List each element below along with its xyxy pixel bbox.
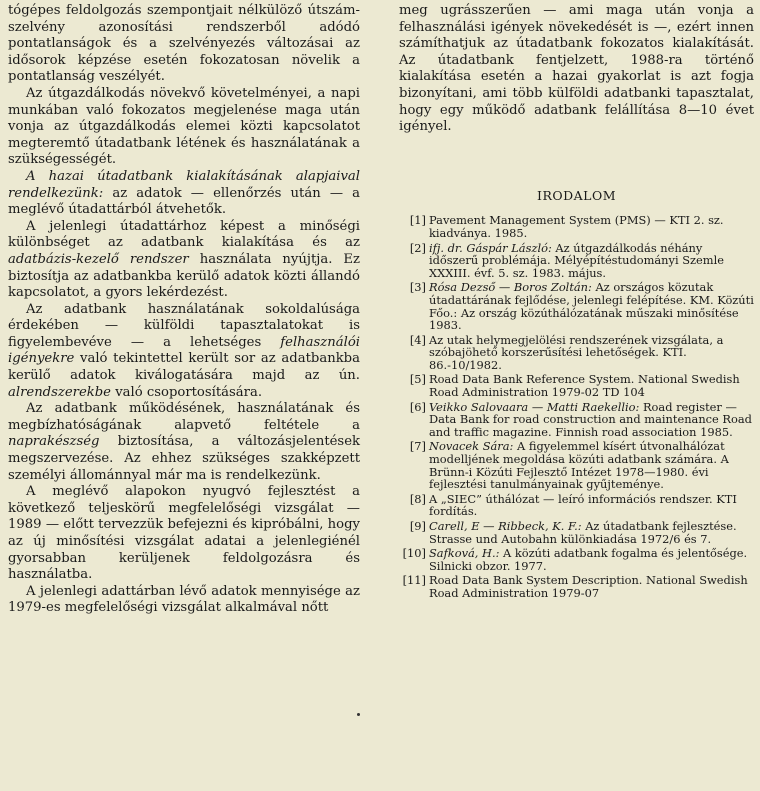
left-column bbox=[8, 3, 360, 617]
text-run: való tekintettel került sor az adatbankba kerülő adatok kiválogatására majd az ún. bbox=[8, 351, 360, 384]
right-intro-paragraph: meg ugrásszerűen — ami maga után vonja a felhasználási igények növekedését is —, ezért innen számíthatjuk az útadatbank fokozatos kialakítását. Az útadatbank fentjelzett, 1988-ra történő kialakítása esetén a hazai gyakorlat is azt fogja bizonyítani, ami több külföldi adatbanki tapasztalat, hogy egy működő adatbank felállítása 8—10 évet igényel. bbox=[399, 3, 754, 135]
body-paragraph bbox=[8, 169, 360, 219]
text-run: Az adatbank működésének, használatának és megbízhatóságának alapvető feltétele a bbox=[8, 401, 360, 433]
text-run: Road Data Bank System Description. National Swedish Road Administration 1979-07 bbox=[429, 573, 748, 600]
right-column bbox=[399, 3, 754, 602]
reference-text bbox=[429, 574, 754, 599]
reference-number: [8] bbox=[409, 491, 426, 506]
text-run: Az adatbank használatának sokoldalúsága érdekében — külföldi tapasztalatokat is figyelembevéve — a lehetséges bbox=[8, 301, 360, 350]
text-run: Az útgazdálkodás növekvő követelményei, a napi munkában való fokozatos megjelenése maga után vonja az útgazdálkodás elemei közti kapcsolatot megteremtő útadatbank létének és használatának a szükségességét. bbox=[8, 85, 360, 168]
text-run: Az utak helymegjelölési rendszerének vizsgálata, a szóbajöhető korszerűsítési lehetőségek. KTI. 86.-10/1982. bbox=[429, 332, 724, 372]
text-run: Az útgazdálkodás néhány időszerű problémája. Mélyépítéstudományi Szemle XXXIII. évf. 5. sz. 1983. május. bbox=[429, 240, 724, 280]
reference-item bbox=[399, 574, 754, 599]
reference-item bbox=[399, 520, 754, 545]
reference-number: [6] bbox=[409, 399, 426, 414]
body-paragraph bbox=[8, 484, 360, 584]
body-paragraph bbox=[8, 584, 360, 617]
text-run: A jelenlegi útadattárhoz képest a minőségi különbséget az adatbank kialakítása és az bbox=[8, 218, 360, 251]
reference-item bbox=[399, 214, 754, 239]
body-paragraph bbox=[8, 302, 360, 402]
reference-text bbox=[429, 520, 754, 545]
text-run: A „SIEC” úthálózat — leíró információs rendszer. KTI fordítás. bbox=[429, 491, 737, 519]
text-run: való csoportosítására. bbox=[111, 384, 263, 400]
reference-text bbox=[429, 242, 754, 280]
italic-text: Safková, H.: bbox=[429, 546, 500, 561]
italic-text: felhasználói igényekre bbox=[8, 334, 360, 367]
text-run: Az országos közutak útadattárának fejlődése, jelenlegi felépítése. KM. Közúti Főo.: Az ország közúthálózatának műszaki minősítése 1983. bbox=[429, 280, 754, 333]
page-mark bbox=[357, 713, 360, 716]
text-run: tógépes feldolgozás szempontjait nélkülöző útszám-szelvény azonosítási rendszerből adódó pontatlanságok és a szelvényezés változásai az idősorok képzése esetén fokozatosan növelik a pontatlanság veszélyét. bbox=[8, 3, 360, 85]
reference-number: [1] bbox=[409, 213, 426, 228]
italic-text: Veikko Salovaara — Matti Raekellio: bbox=[429, 399, 640, 414]
body-paragraph bbox=[8, 86, 360, 169]
text-run: A figyelemmel kísért útvonalhálózat modelljének megoldása közúti adatbank számára. A Brünn-i Közúti Fejlesztő Intézet 1978—1980. évi fejlesztési tanulmányainak gyűjteménye. bbox=[429, 439, 729, 492]
body-paragraph bbox=[8, 219, 360, 302]
references-list bbox=[399, 214, 754, 599]
reference-number: [10] bbox=[402, 546, 426, 561]
reference-item bbox=[399, 373, 754, 398]
reference-text bbox=[429, 493, 754, 518]
text-run: Road register — Data Bank for road construction and maintenance Road and traffic magazine. Finnish road association 1985. bbox=[429, 399, 752, 439]
reference-item bbox=[399, 281, 754, 331]
reference-text bbox=[429, 334, 754, 372]
text-run: A közúti adatbank fogalma és jelentősége. Silnicki obzor. 1977. bbox=[429, 546, 748, 573]
reference-text bbox=[429, 373, 754, 398]
reference-text bbox=[429, 401, 754, 439]
reference-item bbox=[399, 401, 754, 439]
reference-number: [3] bbox=[409, 280, 426, 295]
reference-text bbox=[429, 440, 754, 490]
reference-item bbox=[399, 493, 754, 518]
reference-number: [9] bbox=[409, 519, 426, 533]
text-run: A jelenlegi adattárban lévő adatok mennyisége az 1979-es megfelelőségi vizsgálat alkalmával nőtt bbox=[8, 583, 360, 616]
reference-item bbox=[399, 242, 754, 280]
reference-number: [4] bbox=[409, 332, 426, 347]
reference-number: [5] bbox=[409, 372, 426, 387]
reference-number: [2] bbox=[409, 240, 426, 255]
text-run: használata nyújtja. Ez biztosítja az adatbankba kerülő adatok közti állandó kapcsolatot, a gyors lekérdezést. bbox=[8, 251, 360, 301]
text-run: Pavement Management System (PMS) — KTI 2. sz. kiadványa. 1985. bbox=[429, 213, 724, 240]
reference-number: [7] bbox=[409, 439, 426, 454]
italic-text: ifj. dr. Gáspár László: bbox=[429, 240, 552, 255]
italic-text: adatbázis-kezelő rendszer bbox=[8, 251, 189, 267]
body-paragraph bbox=[8, 3, 360, 86]
italic-text: Carell, E — Ribbeck, K. F.: bbox=[429, 519, 582, 533]
text-run: biztosítása, a változásjelentések megszervezése. Az ehhez szükséges szakképzett személyi állománnyal már ma is rendelkezünk. bbox=[8, 434, 360, 483]
reference-item bbox=[399, 440, 754, 490]
reference-number: [11] bbox=[402, 573, 426, 588]
italic-text: Novacek Sára: bbox=[429, 439, 514, 454]
text-run: Road Data Bank Reference System. National Swedish Road Administration 1979-02 TD 104 bbox=[429, 372, 740, 400]
text-run: A meglévő alapokon nyugvó fejlesztést a következő teljeskörű megfelelőségi vizsgálat — 1989 — előtt tervezzük befejezni és kipróbálni, hogy az új minősítési vizsgálat adatai a jelenlegiénél gyorsabban kerüljenek feldolgozásra és használatba. bbox=[8, 484, 360, 583]
italic-text: Rósa Dezső — Boros Zoltán: bbox=[429, 280, 592, 295]
body-paragraph bbox=[8, 401, 360, 484]
text-run: az adatok — ellenőrzés után — a meglévő útadattárból átvehetők. bbox=[8, 185, 360, 218]
italic-text: A hazai útadatbank kialakításának alapjaival rendelkezünk: bbox=[8, 168, 360, 201]
reference-text bbox=[429, 547, 754, 572]
references-heading: IRODALOM bbox=[537, 187, 616, 203]
text-run: Az útadatbank fejlesztése. Strasse und Autobahn különkiadása 1972/6 és 7. bbox=[429, 519, 737, 546]
reference-text bbox=[429, 214, 754, 239]
reference-item bbox=[399, 547, 754, 572]
reference-item bbox=[399, 334, 754, 372]
reference-text bbox=[429, 281, 754, 331]
italic-text: naprakészség bbox=[8, 434, 100, 450]
italic-text: alrendszerekbe bbox=[8, 384, 111, 400]
